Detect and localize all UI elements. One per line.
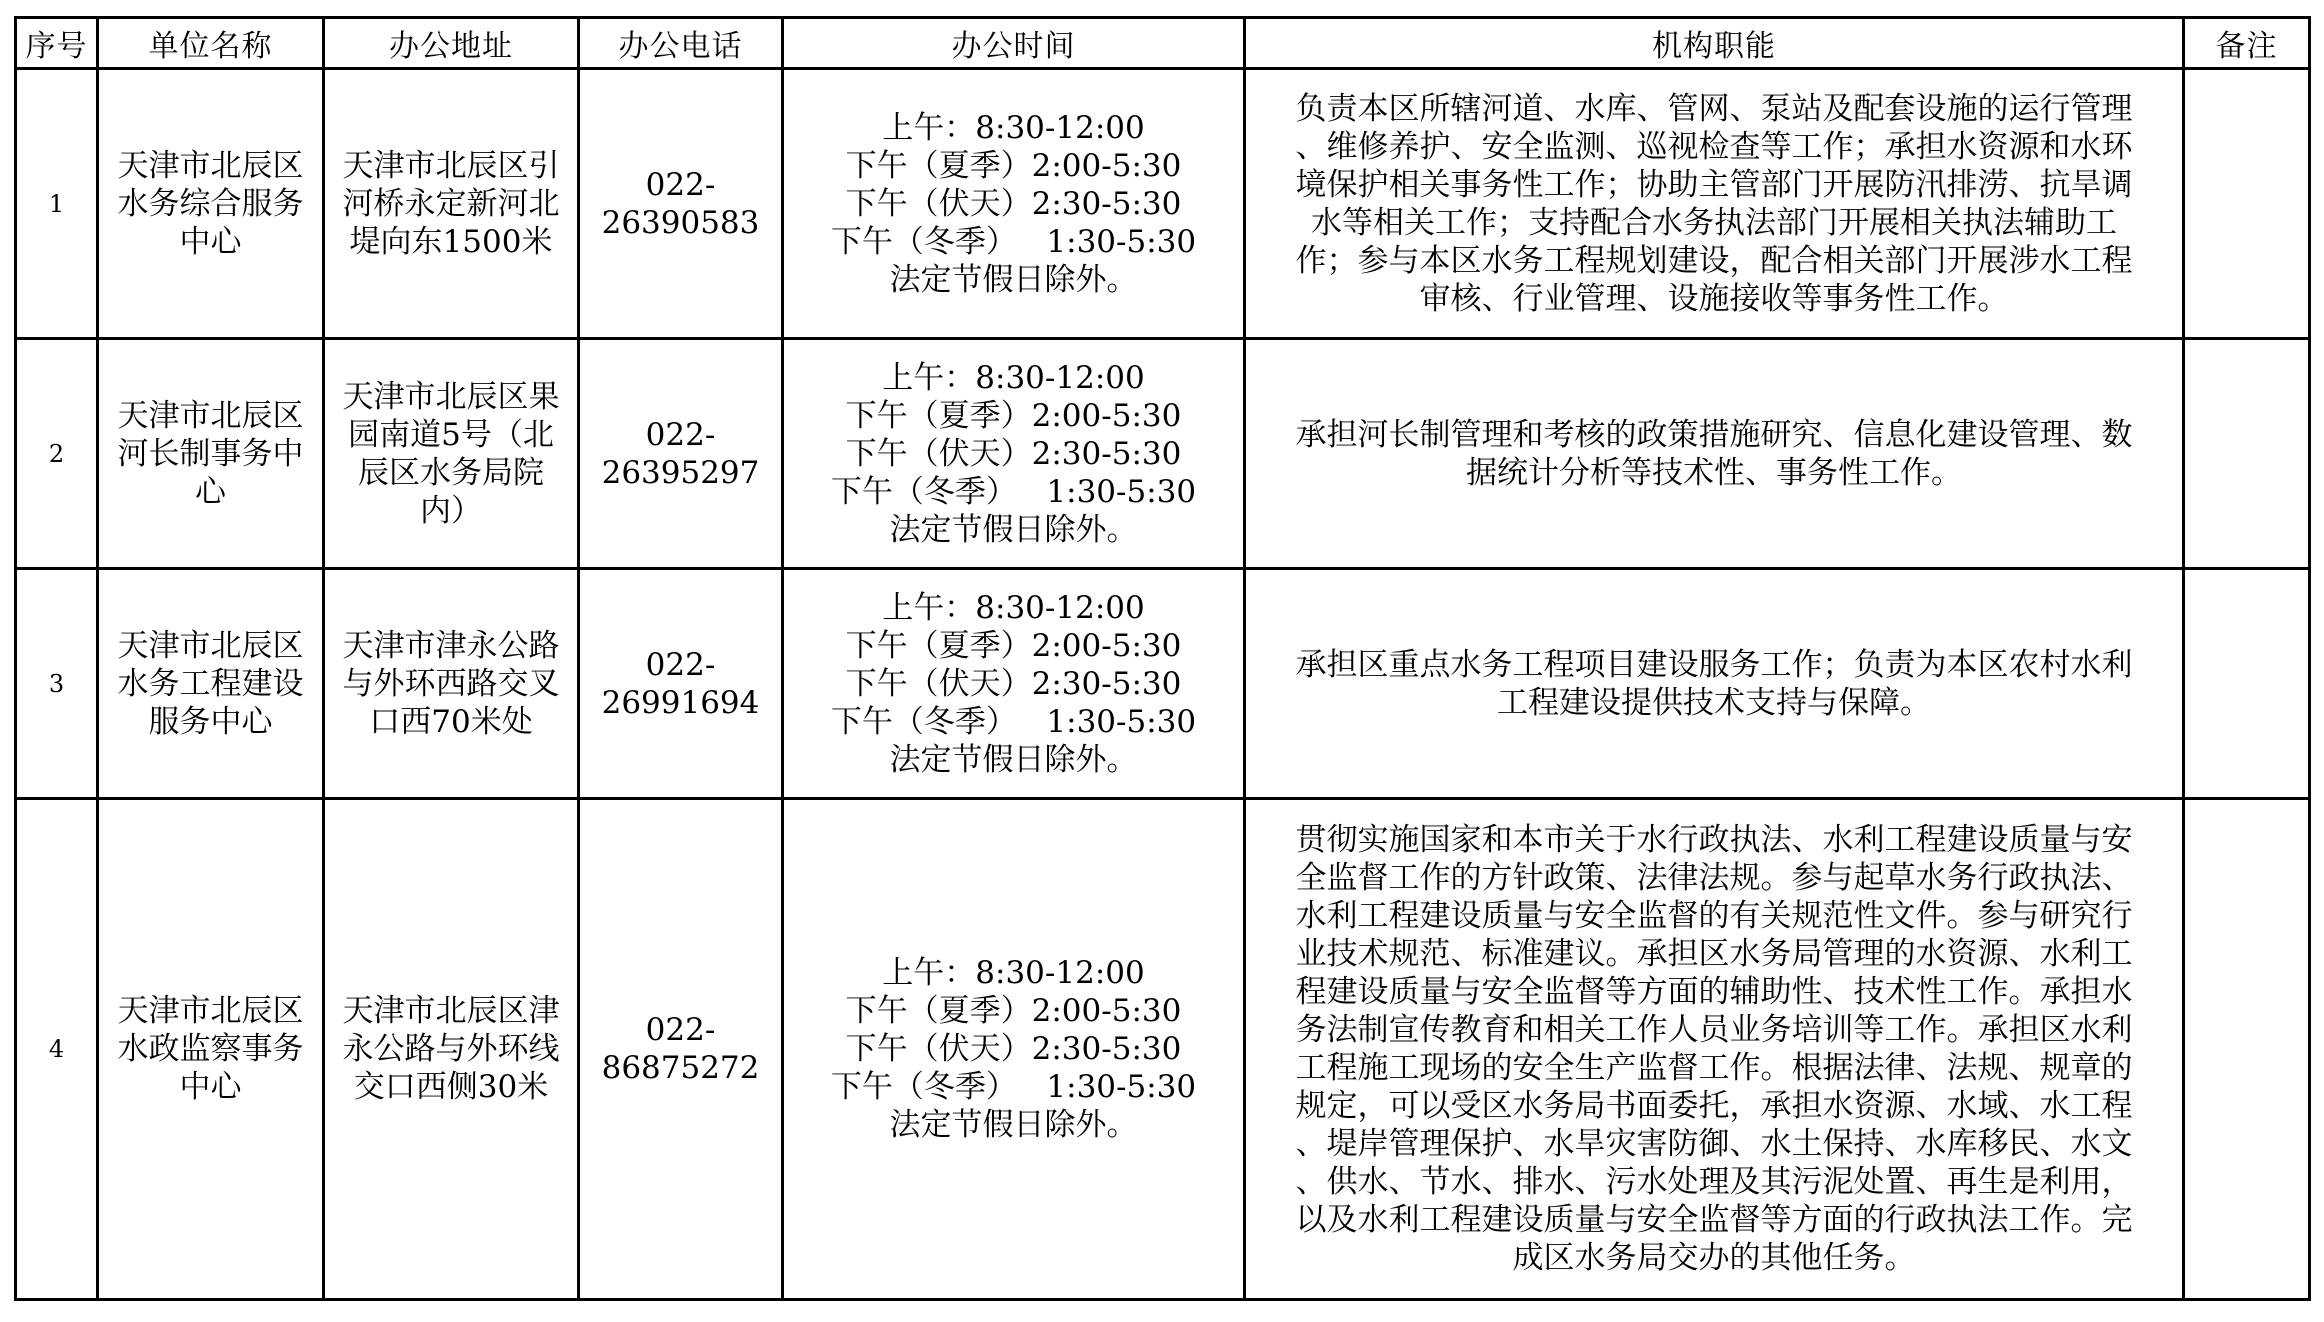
function-line: 、供水、节水、排水、污水处理及其污泥处置、再生是利用， [1295,1164,2133,1200]
unit-name-line: 中心 [179,1069,242,1105]
remark-cell [2184,569,2310,799]
hours-line: 上午：8:30-12:00 [882,359,1145,396]
function-line: 程建设质量与安全监督等方面的辅助性、技术性工作。承担水 [1295,974,2133,1010]
address-line: 与外环西路交叉 [342,665,560,702]
unit-name-line: 河长制事务中 [117,435,304,472]
address-cell [324,569,579,799]
header-function: 机构职能 [1245,18,2184,69]
remark-cell [2184,69,2310,339]
phone-cell [579,339,783,569]
table-row [16,339,2310,569]
hours-line: 上午：8:30-12:00 [882,589,1145,626]
unit-name-cell [98,799,324,1300]
hours-line: 下午（伏天）2:30-5:30 [845,435,1182,472]
hours-line: 下午（伏天）2:30-5:30 [845,185,1182,222]
function-line: 以及水利工程建设质量与安全监督等方面的行政执法工作。完 [1295,1202,2133,1238]
hours-line: 下午（伏天）2:30-5:30 [845,665,1182,702]
hours-line: 下午（冬季） 1:30-5:30 [830,1069,1197,1105]
hours-cell [783,69,1245,339]
function-line: 水等相关工作；支持配合水务执法部门开展相关执法辅助工 [1311,204,2117,241]
address-line: 天津市北辰区果 [342,378,560,415]
phone-line: 86875272 [601,1050,760,1086]
phone-line: 26395297 [601,454,760,491]
unit-name-line: 天津市北辰区 [117,627,304,664]
hours-line: 下午（伏天）2:30-5:30 [845,1031,1182,1067]
unit-name-line: 心 [195,473,226,510]
hours-cell [783,799,1245,1300]
table-row [16,69,2310,339]
row-index: 4 [16,799,98,1300]
hours-line: 法定节假日除外。 [889,741,1138,778]
function-line: 据统计分析等技术性、事务性工作。 [1466,454,1962,491]
function-line: 负责本区所辖河道、水库、管网、泵站及配套设施的运行管理 [1295,90,2133,127]
function-line: 全监督工作的方针政策、法律法规。参与起草水务行政执法、 [1295,860,2133,896]
unit-name-line: 中心 [179,223,242,260]
hours-cell [783,569,1245,799]
function-line: 承担区重点水务工程项目建设服务工作；负责为本区农村水利 [1295,646,2133,683]
unit-name-cell [98,339,324,569]
hours-line: 下午（冬季） 1:30-5:30 [830,223,1197,260]
phone-line: 26991694 [601,684,760,721]
function-line: 贯彻实施国家和本市关于水行政执法、水利工程建设质量与安 [1295,822,2133,858]
unit-name-line: 天津市北辰区 [117,993,304,1029]
address-cell [324,799,579,1300]
function-line: 境保护相关事务性工作；协助主管部门开展防汛排涝、抗旱调 [1295,166,2133,203]
hours-cell [783,339,1245,569]
remark-cell [2184,799,2310,1300]
address-line: 辰区水务局院 [358,454,544,491]
unit-name-line: 水务综合服务 [117,185,304,222]
header-index: 序号 [16,18,98,69]
phone-cell [579,569,783,799]
unit-name-line: 服务中心 [148,703,273,740]
address-line: 河桥永定新河北 [342,185,560,222]
hours-line: 下午（冬季） 1:30-5:30 [830,473,1197,510]
unit-name-cell [98,69,324,339]
function-cell [1245,339,2184,569]
address-line: 园南道5号（北 [348,416,554,453]
header-unit-name: 单位名称 [98,18,324,69]
address-cell [324,69,579,339]
function-line: 规定，可以受区水务局书面委托，承担水资源、水域、水工程 [1295,1088,2133,1124]
hours-line: 上午：8:30-12:00 [882,955,1145,991]
address-line: 天津市北辰区津 [342,993,560,1029]
phone-line: 26390583 [601,204,760,241]
header-remark: 备注 [2184,18,2310,69]
function-line: 水利工程建设质量与安全监督的有关规范性文件。参与研究行 [1295,898,2133,934]
function-cell [1245,799,2184,1300]
hours-line: 下午（夏季）2:00-5:30 [845,147,1182,184]
address-line: 交口西侧30米 [353,1069,549,1105]
hours-line: 下午（夏季）2:00-5:30 [845,397,1182,434]
function-line: 成区水务局交办的其他任务。 [1512,1240,1916,1276]
row-index: 1 [16,69,98,339]
hours-line: 法定节假日除外。 [889,1107,1138,1143]
header-phone: 办公电话 [579,18,783,69]
address-line: 内） [420,492,482,529]
function-line: 业技术规范、标准建议。承担区水务局管理的水资源、水利工 [1295,936,2133,972]
phone-line: 022- [645,166,716,203]
function-line: 、堤岸管理保护、水旱灾害防御、水土保持、水库移民、水文 [1295,1126,2133,1162]
table-row [16,569,2310,799]
unit-name-line: 天津市北辰区 [117,147,304,184]
address-line: 天津市津永公路 [342,627,560,664]
function-line: 、维修养护、安全监测、巡视检查等工作；承担水资源和水环 [1295,128,2133,165]
function-line: 务法制宣传教育和相关工作人员业务培训等工作。承担区水利 [1295,1012,2133,1048]
remark-cell [2184,339,2310,569]
function-line: 审核、行业管理、设施接收等事务性工作。 [1419,280,2009,317]
unit-name-line: 水务工程建设 [117,665,304,702]
institution-table [14,16,2311,1301]
header-row [16,18,2310,69]
phone-cell [579,799,783,1300]
hours-line: 法定节假日除外。 [889,261,1138,298]
phone-line: 022- [645,646,716,683]
header-address: 办公地址 [324,18,579,69]
hours-line: 法定节假日除外。 [889,511,1138,548]
phone-line: 022- [645,1012,716,1048]
unit-name-line: 天津市北辰区 [117,397,304,434]
function-line: 作；参与本区水务工程规划建设，配合相关部门开展涉水工程 [1295,242,2133,279]
row-index: 3 [16,569,98,799]
address-line: 口西70米处 [369,703,533,740]
hours-line: 下午（夏季）2:00-5:30 [845,993,1182,1029]
function-line: 工程建设提供技术支持与保障。 [1497,684,1931,721]
address-line: 永公路与外环线 [342,1031,560,1067]
address-cell [324,339,579,569]
hours-line: 下午（冬季） 1:30-5:30 [830,703,1197,740]
function-cell [1245,69,2184,339]
hours-line: 上午：8:30-12:00 [882,109,1145,146]
unit-name-line: 水政监察事务 [117,1031,304,1067]
address-line: 堤向东1500米 [349,223,553,260]
address-line: 天津市北辰区引 [342,147,560,184]
function-line: 工程施工现场的安全生产监督工作。根据法律、法规、规章的 [1295,1050,2133,1086]
table-row [16,799,2310,1300]
header-hours: 办公时间 [783,18,1245,69]
phone-cell [579,69,783,339]
unit-name-cell [98,569,324,799]
hours-line: 下午（夏季）2:00-5:30 [845,627,1182,664]
row-index: 2 [16,339,98,569]
function-line: 承担河长制管理和考核的政策措施研究、信息化建设管理、数 [1295,416,2133,453]
function-cell [1245,569,2184,799]
phone-line: 022- [645,416,716,453]
